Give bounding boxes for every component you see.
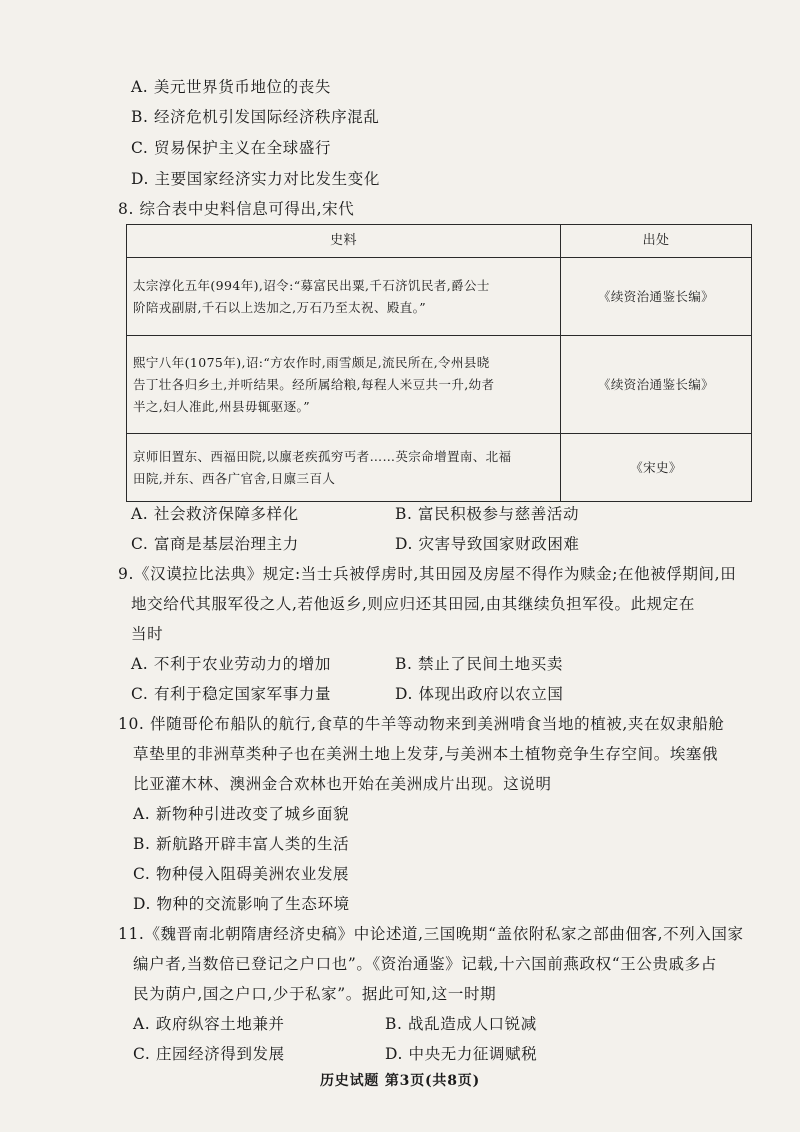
table-cell-text: 京师旧置东、西福田院,以廪老疾孤穷丐者……英宗命增置南、北福 田院,并东、西各广官舍,日廪三百人	[127, 434, 561, 502]
q11-stem-line: 11.《魏晋南北朝隋唐经济史稿》中论述道,三国晚期“盖依附私家之部曲佃客,不列入国家	[118, 925, 744, 943]
q9-option-a: A. 不利于农业劳动力的增加	[131, 655, 331, 673]
q11-option-b: B. 战乱造成人口锐减	[385, 1015, 537, 1033]
page-footer: 历史试题 第3页(共8页)	[319, 1073, 480, 1089]
q8-option-c: C. 富商是基层治理主力	[131, 535, 299, 553]
table-cell-text: 太宗淳化五年(994年),诏令:“募富民出粟,千石济饥民者,爵公士 阶陪戎副尉,千石以上迭加之,万石乃至太祝、殿直。”	[127, 258, 561, 336]
q7-option-c: C. 贸易保护主义在全球盛行	[131, 139, 332, 157]
q9-option-b: B. 禁止了民间土地买卖	[395, 655, 563, 673]
table-cell-source: 《宋史》	[561, 434, 752, 502]
q11-option-d: D. 中央无力征调赋税	[385, 1045, 538, 1063]
q10-stem-line: 10. 伴随哥伦布船队的航行,食草的牛羊等动物来到美洲啃食当地的植被,夹在奴隶船舱	[118, 715, 725, 733]
q9-stem-line: 地交给代其服军役之人,若他返乡,则应归还其田园,由其继续负担军役。此规定在	[131, 595, 695, 613]
q11-option-a: A. 政府纵容土地兼并	[133, 1015, 285, 1033]
q11-stem-line: 民为荫户,国之户口,少于私家”。据此可知,这一时期	[133, 985, 497, 1003]
table-cell-source: 《续资治通鉴长编》	[561, 336, 752, 434]
q11-option-c: C. 庄园经济得到发展	[133, 1045, 285, 1063]
q7-option-a: A. 美元世界货币地位的丧失	[131, 78, 331, 96]
table-header-row	[127, 225, 752, 258]
table-row	[127, 258, 752, 336]
q7-option-b: B. 经济危机引发国际经济秩序混乱	[131, 108, 380, 126]
table-header-source: 史料	[127, 225, 561, 258]
q11-stem-line: 编户者,当数倍已登记之户口也”。《资治通鉴》记载,十六国前燕政权“王公贵戚多占	[133, 955, 717, 973]
q10-option-b: B. 新航路开辟丰富人类的生活	[133, 835, 350, 853]
table-row	[127, 434, 752, 502]
table-header-origin: 出处	[561, 225, 752, 258]
q9-option-c: C. 有利于稳定国家军事力量	[131, 685, 332, 703]
q9-option-d: D. 体现出政府以农立国	[395, 685, 564, 703]
q8-option-a: A. 社会救济保障多样化	[131, 505, 299, 523]
source-table	[126, 224, 752, 502]
table-cell-source: 《续资治通鉴长编》	[561, 258, 752, 336]
q10-option-a: A. 新物种引进改变了城乡面貌	[133, 805, 350, 823]
q10-stem-line: 比亚灌木林、澳洲金合欢林也开始在美洲成片出现。这说明	[133, 775, 552, 793]
q8-option-b: B. 富民积极参与慈善活动	[395, 505, 580, 523]
q8-stem: 8. 综合表中史料信息可得出,宋代	[118, 200, 355, 218]
table-cell-text: 熙宁八年(1075年),诏:“方农作时,雨雪颇足,流民所在,令州县晓 告丁壮各归乡土,并听结果。经所属给粮,每程人米豆共一升,幼者 半之,妇人准此,州县毋辄驱逐。”	[127, 336, 561, 434]
q9-stem-line: 9.《汉谟拉比法典》规定:当士兵被俘虏时,其田园及房屋不得作为赎金;在他被俘期间,田	[118, 565, 737, 583]
q7-option-d: D. 主要国家经济实力对比发生变化	[131, 170, 380, 188]
q8-option-d: D. 灾害导致国家财政困难	[395, 535, 580, 553]
q10-option-d: D. 物种的交流影响了生态环境	[133, 895, 350, 913]
q10-stem-line: 草垫里的非洲草类种子也在美洲土地上发芽,与美洲本土植物竞争生存空间。埃塞俄	[133, 745, 719, 763]
q9-stem-line: 当时	[131, 625, 164, 643]
q10-option-c: C. 物种侵入阻碍美洲农业发展	[133, 865, 350, 883]
table-row	[127, 336, 752, 434]
